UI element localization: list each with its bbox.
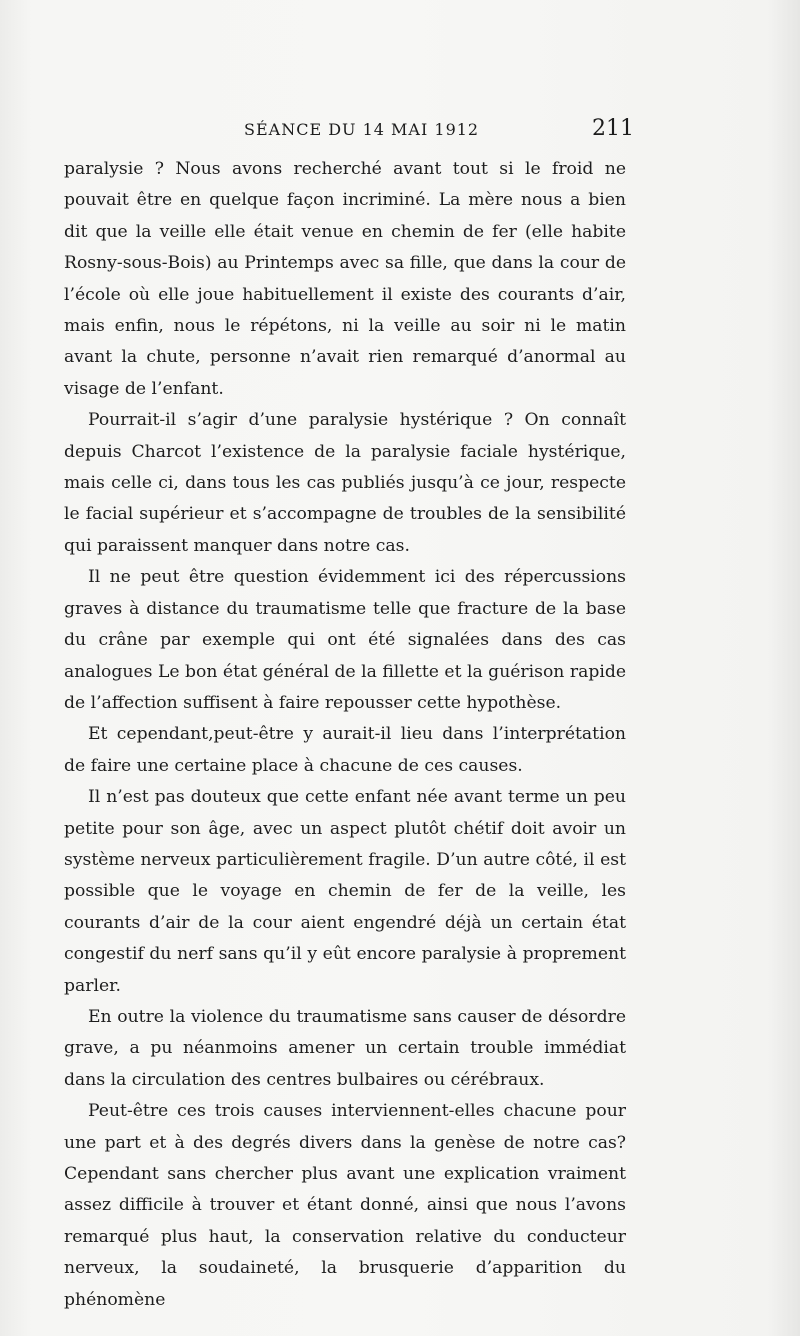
page-number: 211: [592, 116, 634, 141]
paragraph: Il n’est pas douteux que cette enfant née avant terme un peu petite pour son âge, avec un aspect plutôt chétif doit avoir un système nerveux particulièrement fragile. D’un autre côté, il est possible que le voyage en chemin de fer de la veille, les courants d’air de la cour aient engendré déjà un certain état congestif du nerf sans qu’il y eût encore paralysie à proprement parler.: [64, 787, 626, 996]
paragraph: En outre la violence du traumatisme sans causer de désordre grave, a pu néanmoins amener un certain trouble immédiat dans la circulation des centres bulbaires ou cérébraux.: [64, 1006, 626, 1090]
paragraph: Peut-être ces trois causes interviennent-elles chacune pour une part et à des degrés divers dans la genèse de notre cas? Cependant sans chercher plus avant une explication vraiment assez difficile à trouver et étant donné, ainsi que nous l’avons remarqué plus haut, la conservation relative du conducteur nerveux, la soudaineté, la brusquerie d’apparition du phénomène: [64, 1101, 626, 1310]
page-header: [0, 116, 800, 144]
body-text: [64, 154, 626, 1316]
paragraph: Pourrait-il s’agir d’une paralysie hystérique ? On connaît depuis Charcot l’existence de la paralysie faciale hystérique, mais celle ci, dans tous les cas publiés jusqu’à ce jour, respecte le facial supérieur et s’accompagne de troubles de la sensibilité qui paraissent manquer dans notre cas.: [64, 410, 626, 556]
paragraph: Il ne peut être question évidemment ici des répercussions graves à distance du traumatisme telle que fracture de la base du crâne par exemple qui ont été signalées dans des cas analogues Le bon état général de la fillette et la guérison rapide de l’affection suffisent à faire repousser cette hypothèse.: [64, 567, 626, 713]
paragraph: paralysie ? Nous avons recherché avant tout si le froid ne pouvait être en quelque façon incriminé. La mère nous a bien dit que la veille elle était venue en chemin de fer (elle habite Rosny-sous-Bois) au Printemps avec sa fille, que dans la cour de l’école où elle joue habituellement il existe des courants d’air, mais enfin, nous le répétons, ni la veille au soir ni le matin avant la chute, personne n’avait rien remarqué d’anormal au visage de l’enfant.: [64, 159, 626, 399]
paragraph: Et cependant,peut-être y aurait-il lieu dans l’interprétation de faire une certaine place à chacune de ces causes.: [64, 724, 626, 776]
running-head: SÉANCE DU 14 MAI 1912: [244, 120, 480, 139]
